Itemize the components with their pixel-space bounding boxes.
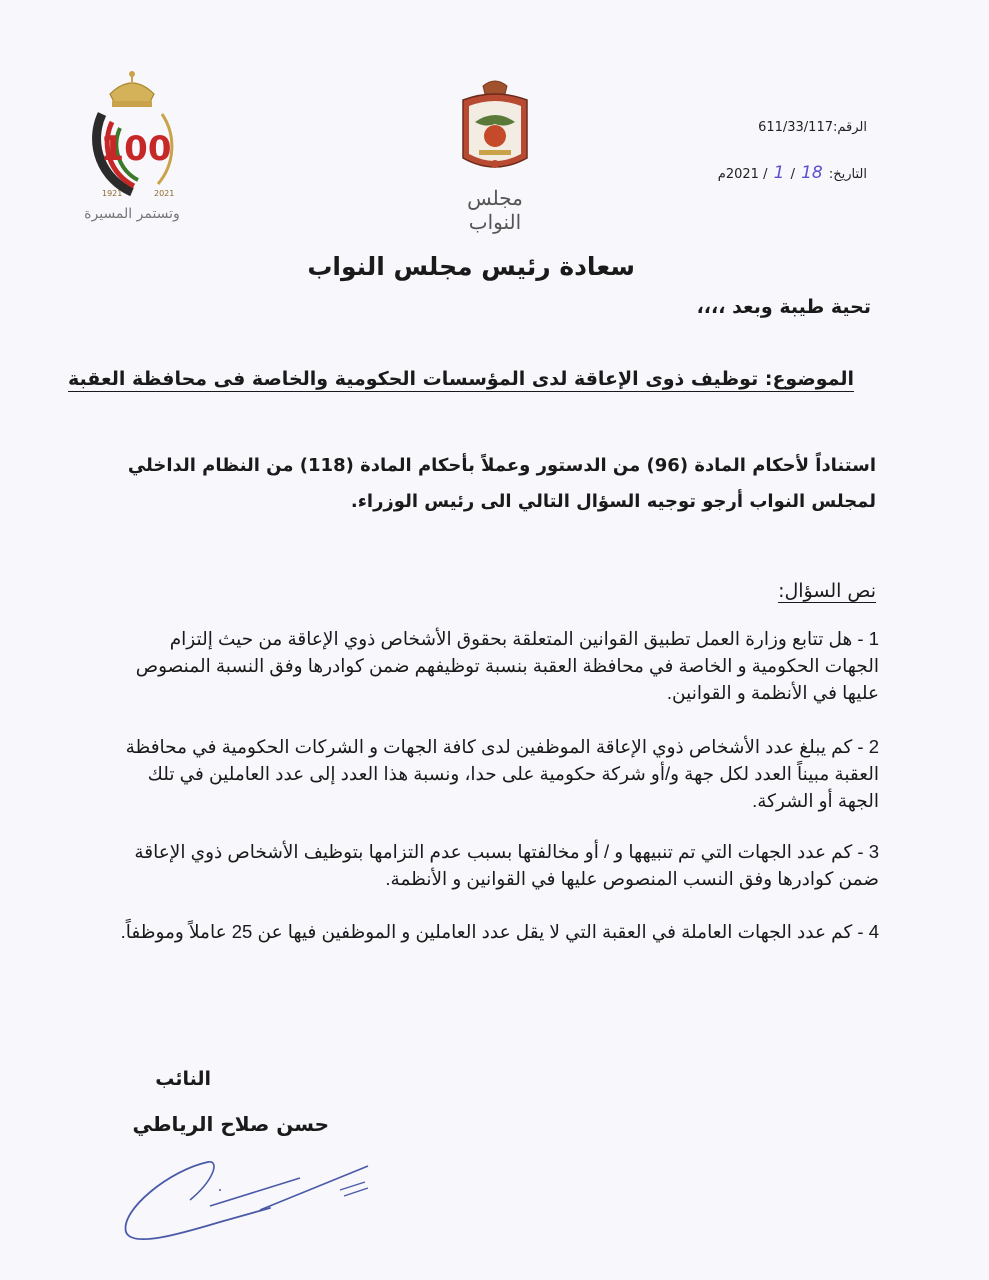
date-day: 18: [801, 163, 823, 183]
question-item: 4 - كم عدد الجهات العاملة في العقبة التي لا يقل عدد العاملين و الموظفين فيها عن 25 عاملاً وموظفاً.: [120, 921, 879, 942]
question-item: 1 - هل تتابع وزارة العمل تطبيق القوانين المتعلقة بحقوق الأشخاص ذوي الإعاقة من حيث إلتزام الجهات الحكومية و الخاصة في محافظة العقبة بنسبة توظيفهم ضمن كوادرها وفق النسبة المنصوص عليها في الأنظمة و القوانين.: [135, 628, 879, 703]
parliament-caption: مجلس النواب: [467, 186, 523, 234]
date-year: 2021م: [717, 167, 759, 182]
questions-heading: نص السؤال:: [778, 580, 876, 602]
addressee: سعادة رئيس مجلس النواب: [307, 252, 635, 281]
centennial-number: 100: [100, 129, 172, 169]
reference-number: 611/33/117: [758, 120, 833, 135]
greeting: تحية طيبة وبعد ،،،،: [696, 296, 871, 318]
date-line: التاريخ: 18 / 1 / 2021م: [717, 163, 867, 183]
year-end: 2021: [154, 189, 175, 198]
handwritten-signature-icon: [110, 1150, 390, 1250]
date-month: 1: [773, 163, 785, 183]
question-item: 3 - كم عدد الجهات التي تم تنبيهها و / أو مخالفتها بسبب عدم التزامها بتوظيف الأشخاص ذوي الإعاقة ضمن كوادرها وفق النسب المنصوص عليها في القوانين و الأنظمة.: [134, 841, 879, 889]
svg-text:100: [101, 129, 172, 169]
reference-line: [758, 120, 867, 135]
coat-of-arms-icon: [453, 78, 537, 178]
signatory-title: النائب: [155, 1068, 211, 1090]
intro-paragraph: استناداً لأحكام المادة (96) من الدستور وعملاً بأحكام المادة (118) من النظام الداخلي لمجلس النواب أرجو توجيه السؤال التالي الى رئيس الوزراء.: [127, 455, 876, 512]
subject-line: الموضوع: توظيف ذوى الإعاقة لدى المؤسسات الحكومية والخاصة فى محافظة العقبة: [68, 368, 854, 390]
crown-icon: [110, 71, 154, 107]
date-label: التاريخ:: [828, 167, 867, 182]
reference-label: الرقم:: [833, 120, 867, 135]
coat-of-arms: [453, 78, 537, 234]
year-start: 1921: [102, 189, 123, 198]
signatory-name: حسن صلاح الرياطي: [132, 1112, 329, 1136]
centennial-emblem-icon: [62, 64, 202, 204]
centennial-logo: [62, 64, 202, 234]
question-item: 2 - كم يبلغ عدد الأشخاص ذوي الإعاقة الموظفين لدى كافة الجهات و الشركات الحكومية في محافظة العقبة مبيناً العدد لكل جهة و/أو شركة حكومية على حدا، ونسبة هذا العدد إلى عدد العاملين في تلك الجهة أو الشركة.: [125, 736, 879, 811]
centennial-caption: وتستمر المسيرة: [84, 206, 180, 222]
